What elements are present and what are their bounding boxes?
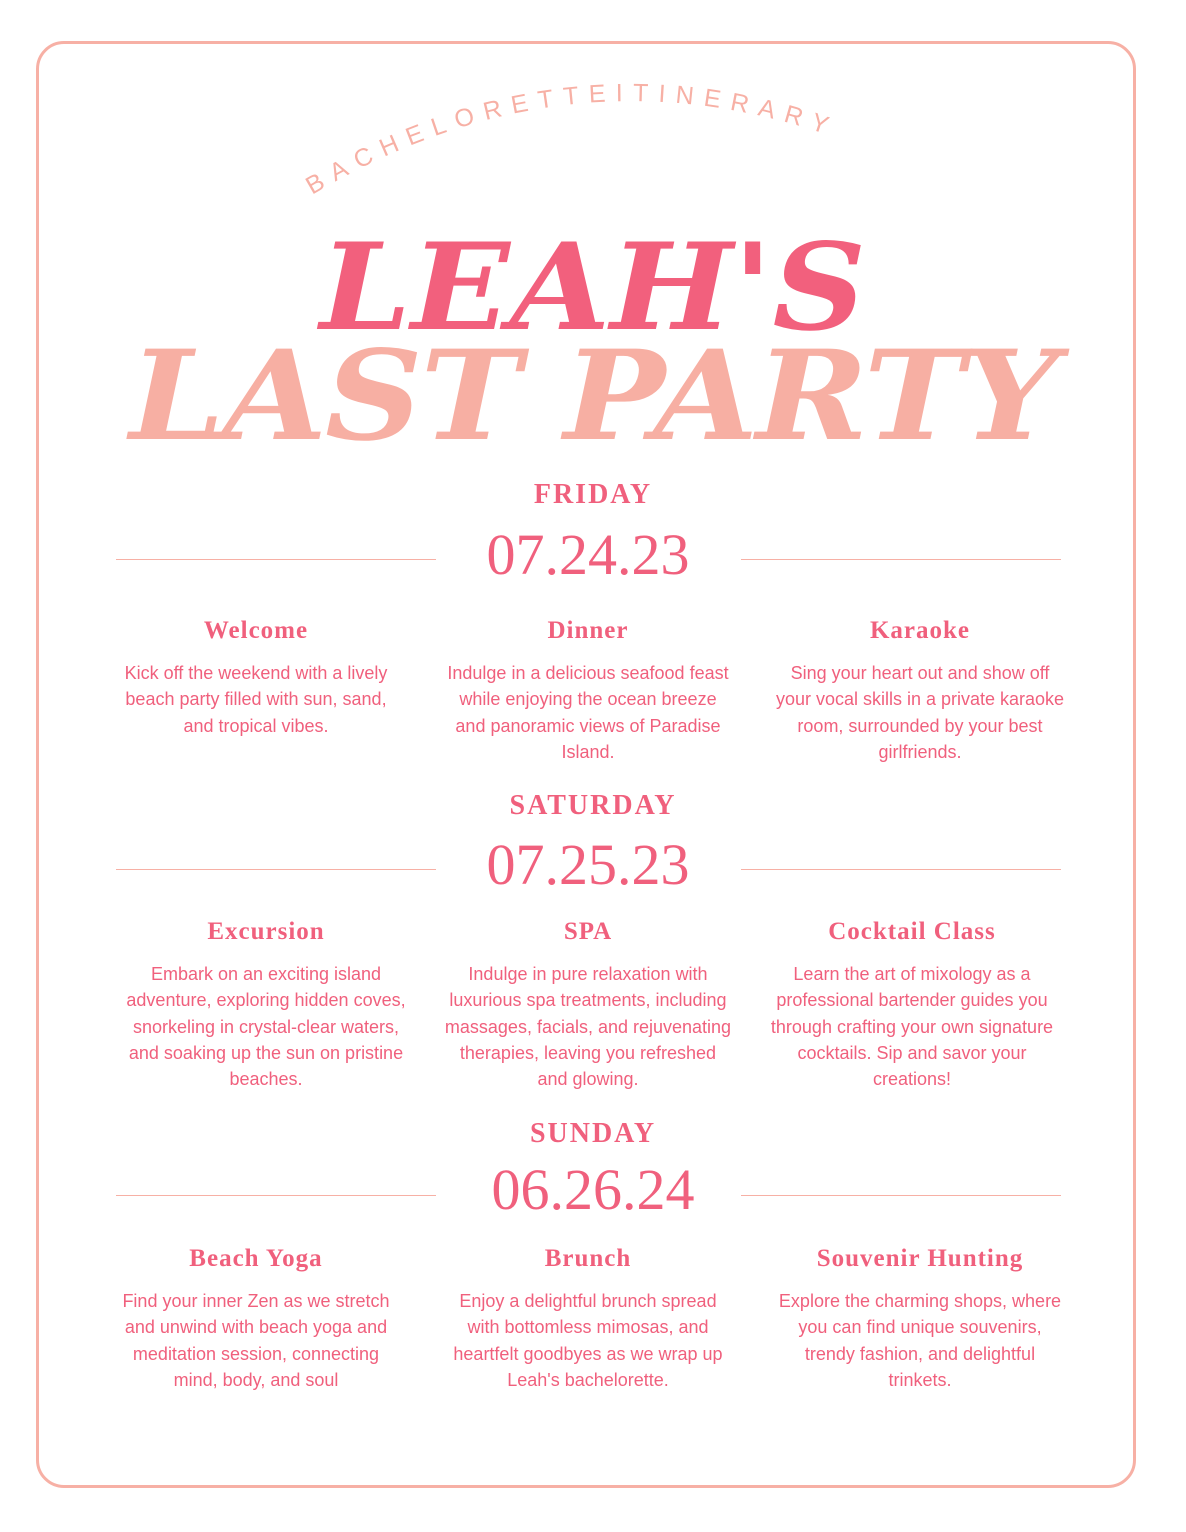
divider-line xyxy=(741,1195,1061,1196)
itinerary-arc-text: BACHELORETTEITINERARY xyxy=(301,78,842,201)
event-title: Brunch xyxy=(544,1245,632,1272)
event-title: Karaoke xyxy=(869,617,971,644)
event-description: Sing your heart out and show off your vocal skills in a private karaoke room, surrounded by your best girlfriends. xyxy=(775,663,1065,762)
event-title: Excursion xyxy=(207,918,325,945)
itinerary-arc-heading xyxy=(0,0,1186,230)
event-description: Embark on an exciting island adventure, exploring hidden coves, snorkeling in crystal-clear waters, and soaking up the sun on pristine beaches. xyxy=(126,964,406,1090)
event-description: Enjoy a delightful brunch spread with bottomless mimosas, and heartfelt goodbyes as we wrap up Leah's bachelorette. xyxy=(453,1291,723,1390)
date-saturday: 07.25.23 xyxy=(486,832,690,897)
day-name-friday: FRIDAY xyxy=(533,479,653,510)
event-title: Dinner xyxy=(547,617,629,644)
title-last-party: LAST PARTY xyxy=(129,324,1057,469)
event-title: Cocktail Class xyxy=(828,918,996,945)
event-description: Indulge in a delicious seafood feast while enjoying the ocean breeze and panoramic views of Paradise Island. xyxy=(447,663,729,762)
event-description: Indulge in pure relaxation with luxurious spa treatments, including massages, facials, and rejuvenating therapies, leaving you refreshed and glowing. xyxy=(444,964,732,1090)
divider-line xyxy=(741,559,1061,560)
event-description: Learn the art of mixology as a professional bartender guides you through crafting your own signature cocktails. Sip and savor your creations! xyxy=(770,964,1054,1090)
event-excursion xyxy=(121,917,411,1092)
event-title: Beach Yoga xyxy=(189,1245,323,1272)
date-sunday: 06.26.24 xyxy=(491,1157,695,1222)
date-friday: 07.24.23 xyxy=(486,522,690,587)
day-name-sunday: SUNDAY xyxy=(529,1118,657,1149)
event-title: Welcome xyxy=(203,617,309,644)
event-spa xyxy=(443,917,733,1092)
title-leahs: LEAH'S xyxy=(319,217,867,358)
event-souvenir-hunting xyxy=(775,1244,1065,1393)
divider-line xyxy=(741,869,1061,870)
day-name-saturday: SATURDAY xyxy=(509,790,677,821)
event-description: Find your inner Zen as we stretch and unwind with beach yoga and meditation session, connecting mind, body, and soul xyxy=(122,1291,390,1390)
event-title: Souvenir Hunting xyxy=(816,1245,1024,1272)
event-description: Explore the charming shops, where you can find unique souvenirs, trendy fashion, and delightful trinkets. xyxy=(778,1291,1062,1390)
event-cocktail-class xyxy=(767,917,1057,1092)
event-title: SPA xyxy=(563,918,613,945)
event-welcome xyxy=(111,616,401,739)
event-dinner xyxy=(443,616,733,765)
event-brunch xyxy=(443,1244,733,1393)
event-description: Kick off the weekend with a lively beach party filled with sun, sand, and tropical vibes. xyxy=(124,663,388,736)
event-beach-yoga xyxy=(111,1244,401,1393)
event-karaoke xyxy=(775,616,1065,765)
